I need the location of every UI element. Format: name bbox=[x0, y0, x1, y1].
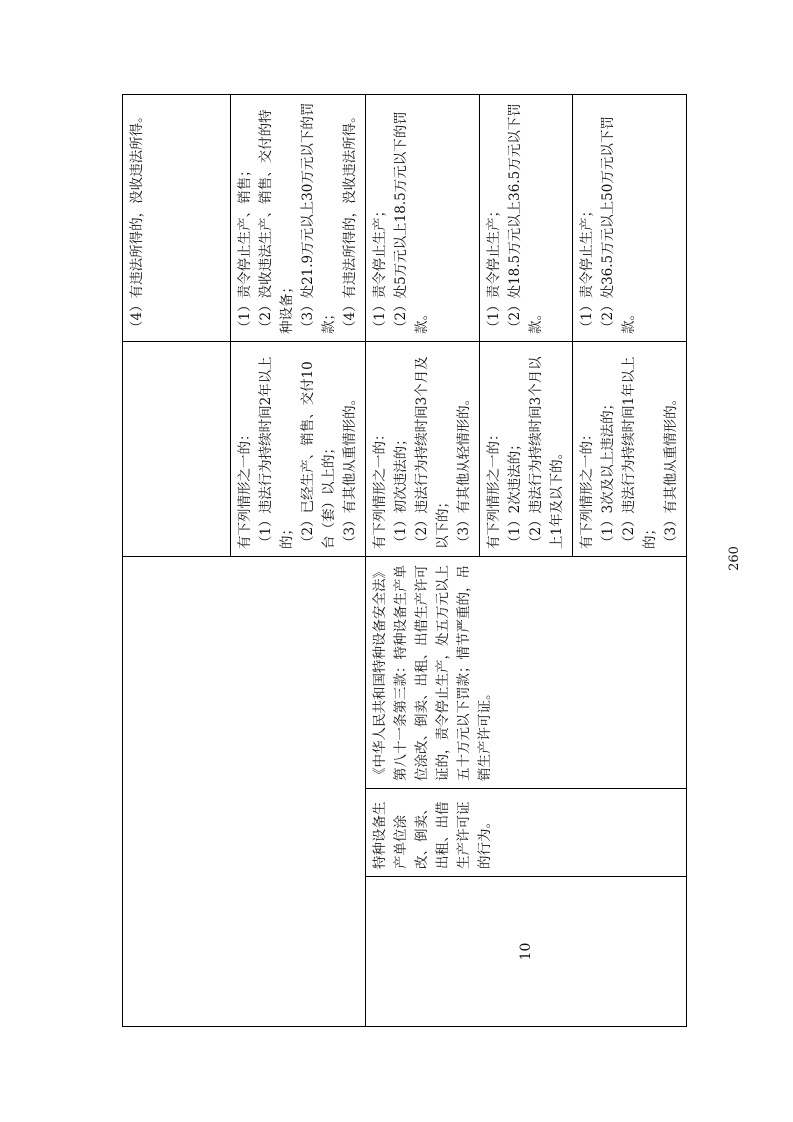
violation-cell: 特种设备生产单位涂改、倒卖、出租、出借生产许可证的行为。 bbox=[366, 789, 687, 877]
penalty-cell: （1）责令停止生产； （2）处36.5万元以上50万元以下罚款。 bbox=[573, 95, 687, 342]
empty-continuation-cell bbox=[123, 557, 366, 1027]
conditions-cell bbox=[123, 342, 231, 557]
page-number: 260 bbox=[726, 546, 742, 571]
penalty-cell: （1）责令停止生产、销售； （2）没收违法生产、销售、交付的特种设备； （3）处21.9万元以上30万元以下的罚款； （4）有违法所得的，没收违法所得。 bbox=[231, 95, 366, 342]
conditions-cell: 有下列情形之一的： （1）3次及以上违法的； （2）违法行为持续时间1年以上的； （3）有其他从重情形的。 bbox=[573, 342, 687, 557]
legal-basis-cell: 《中华人民共和国特种设备安全法》第八十一条第三款：特种设备生产单位涂改、倒卖、出租、出借生产许可证的，责令停止生产，处五万元以上五十万元以下罚款；情节严重的，吊销生产许可证。 bbox=[366, 557, 687, 789]
conditions-cell: 有下列情形之一的： （1）初次违法的； （2）违法行为持续时间3个月及以下的； （3）有其他从轻情形的。 bbox=[366, 342, 480, 557]
conditions-cell: 有下列情形之一的： （1）2次违法的； （2）违法行为持续时间3个月以上1年及以下的。 bbox=[480, 342, 573, 557]
penalty-cell: （1）责令停止生产； （2）处18.5万元以上36.5万元以下罚款。 bbox=[480, 95, 573, 342]
penalty-cell: （1）责令停止生产； （2）处5万元以上18.5万元以下的罚款。 bbox=[366, 95, 480, 342]
item-number-cell: 10 bbox=[366, 877, 687, 1027]
table-row bbox=[123, 95, 231, 1027]
conditions-cell: 有下列情形之一的： （1）违法行为持续时间2年以上的； （2）已经生产、销售、交付10台（套）以上的； （3）有其他从重情形的。 bbox=[231, 342, 366, 557]
table-row bbox=[366, 95, 480, 1027]
penalty-cell: （4）有违法所得的，没收违法所得。 bbox=[123, 95, 231, 342]
penalty-table bbox=[122, 94, 687, 1027]
rotated-table-page bbox=[122, 95, 679, 1027]
